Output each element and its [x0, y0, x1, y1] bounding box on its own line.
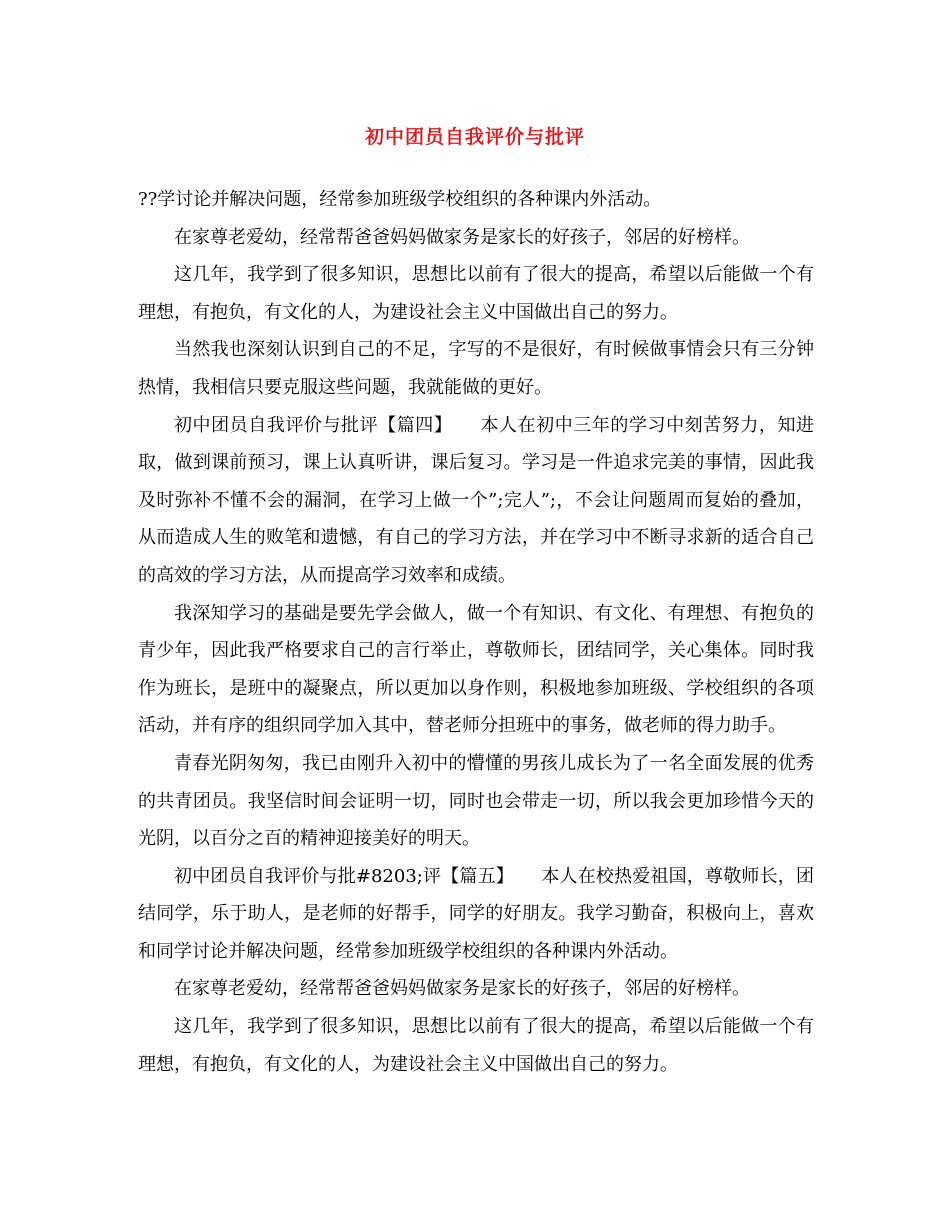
paragraph-1: ??学讨论并解决问题，经常参加班级学校组织的各种课内外活动。: [138, 189, 662, 210]
paragraph-4: 当然我也深刻认识到自己的不足，字写的不是很好，有时候做事情会只有三分钟热情，我相信只要克服这些问题，我就能做的更好。: [138, 339, 814, 398]
paragraph-5-section-four: 初中团员自我评价与批评【篇四】 本人在初中三年的学习中刻苦努力，知进取，做到课前预习，课上认真听讲，课后复习。学习是一件追求完美的事情，因此我及时弥补不懂不会的漏洞，在学习上做一个”;完人”;，不会让问题周而复始的叠加，从而造成人生的败笔和遗憾，有自己的学习方法，并在学习中不断寻求新的适合自己的高效的学习方法，从而提高学习效率和成绩。: [138, 414, 814, 586]
paragraph-9: 在家尊老爱幼，经常帮爸爸妈妈做家务是家长的好孩子，邻居的好榜样。: [174, 978, 750, 1000]
paragraph-7: 青春光阴匆匆，我已由刚升入初中的懵懂的男孩儿成长为了一名全面发展的优秀的共青团员。我坚信时间会证明一切，同时也会带走一切，所以我会更加珍惜今天的光阴，以百分之百的精神迎接美好的明天。: [138, 752, 814, 850]
paragraph-10: 这几年，我学到了很多知识，思想比以前有了很大的提高，希望以后能做一个有理想，有抱负，有文化的人，为建设社会主义中国做出自己的努力。: [138, 1016, 814, 1075]
paragraph-6: 我深知学习的基础是要先学会做人，做一个有知识、有文化、有理想、有抱负的青少年，因此我严格要求自己的言行举止，尊敬师长，团结同学，关心集体。同时我作为班长，是班中的凝聚点，所以更加以身作则，积极地参加班级、学校组织的各项活动，并有序的组织同学加入其中，替老师分担班中的事务，做老师的得力助手。: [138, 602, 814, 737]
paragraph-2: 在家尊老爱幼，经常帮爸爸妈妈做家务是家长的好孩子，邻居的好榜样。: [174, 226, 750, 248]
document-body: [138, 181, 814, 1083]
paragraph-3: 这几年，我学到了很多知识，思想比以前有了很大的提高，希望以后能做一个有理想，有抱负，有文化的人，为建设社会主义中国做出自己的努力。: [138, 264, 814, 323]
paragraph-8-section-five: 初中团员自我评价与批#8203;评【篇五】 本人在校热爱祖国，尊敬师长，团结同学，乐于助人，是老师的好帮手，同学的好朋友。我学习勤奋，积极向上，喜欢和同学讨论并解决问题，经常参加班级学校组织的各种课内外活动。: [138, 865, 814, 962]
document-title: 初中团员自我评价与批评: [364, 126, 585, 148]
